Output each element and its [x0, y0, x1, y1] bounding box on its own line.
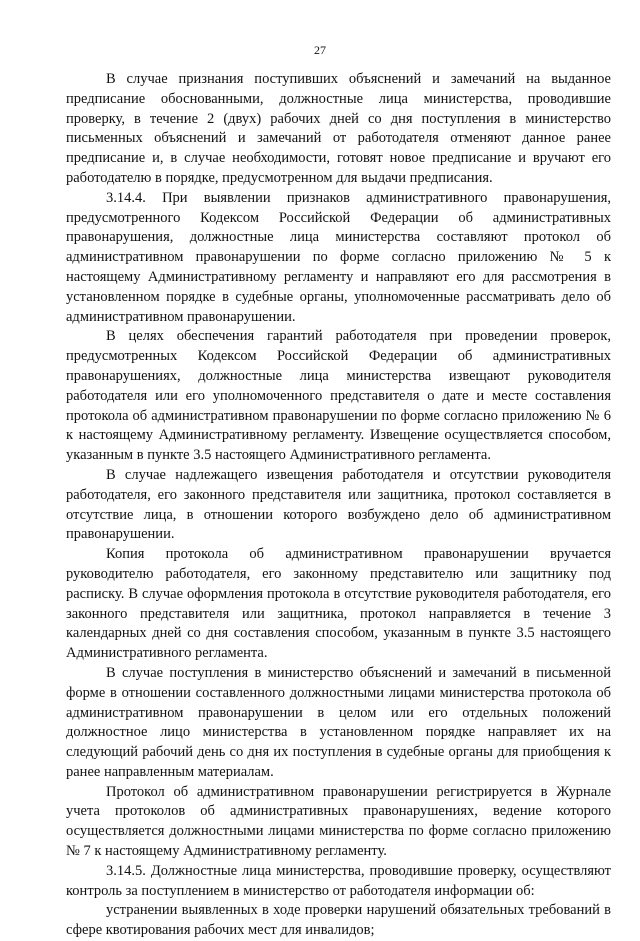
- page-number: 27: [314, 43, 326, 57]
- paragraph: устранении выявленных в ходе проверки нарушений обязательных требований в сфере квотирования рабочих мест для инвалидов;: [66, 902, 611, 939]
- paragraph: 3.14.4. При выявлении признаков административного правонарушения, предусмотренного Кодексом Российской Федерации об административных правонарушения, должностные лица министерства составляют протокол об административном правонарушении по форме согласно приложению № 5 к настоящему Административному регламенту и направляют его для рассмотрения в установленном порядке в судебные органы, уполномоченные рассматривать дело об административном правонарушении.: [66, 189, 611, 325]
- paragraph: 3.14.5. Должностные лица министерства, проводившие проверку, осуществляют контроль за поступлением в министерство от работодателя информации об:: [66, 862, 611, 899]
- paragraph: В случае поступления в министерство объяснений и замечаний в письменной форме в отношении составленного должностными лицами министерства протокола об административном правонарушении в целом или его отдельных положений должностное лицо министерства в установленном порядке направляет их на следующий рабочий день со дня их поступления в судебные органы для приобщения к ранее направленным материалам.: [66, 664, 611, 780]
- paragraph: Протокол об административном правонарушении регистрируется в Журнале учета протоколов об административных правонарушениях, ведение которого осуществляется должностными лицами министерства по форме согласно приложению № 7 к настоящему Административному регламенту.: [66, 783, 611, 860]
- paragraph: В случае признания поступивших объяснений и замечаний на выданное предписание обоснованными, должностные лица министерства, проводившие проверку, в течение 2 (двух) рабочих дней со дня поступления в министерство письменных объяснений и замечаний от работодателя отменяют данное ранее предписание и, в случае необходимости, готовят новое предписание и вручают его работодателю в порядке, предусмотренном для выдачи предписания.: [66, 71, 611, 186]
- paragraph: В случае надлежащего извещения работодателя и отсутствии руководителя работодателя, его законного представителя или защитника, протокол составляется в отсутствие лица, в отношении которого возбуждено дело об административном правонарушении.: [66, 466, 611, 543]
- paragraph: В целях обеспечения гарантий работодателя при проведении проверок, предусмотренных Кодексом Российской Федерации об административных правонарушениях, должностные лица министерства извещают руководителя работодателя или его уполномоченного представителя о дате и месте составления протокола об административном правонарушении по форме согласно приложению № 6 к настоящему Административному регламенту. Извещение осуществляется способом, указанным в пункте 3.5 настоящего Административного регламента.: [66, 328, 611, 464]
- paragraph: Копия протокола об административном правонарушении вручается руководителю работодателя, его законному представителю или защитнику под расписку. В случае оформления протокола в отсутствие руководителя работодателя, его законного представителя или защитника, протокол направляется в течение 3 календарных дней со дня составления способом, указанным в пункте 3.5 настоящего Административного регламента.: [66, 546, 611, 662]
- document-body: [66, 70, 611, 941]
